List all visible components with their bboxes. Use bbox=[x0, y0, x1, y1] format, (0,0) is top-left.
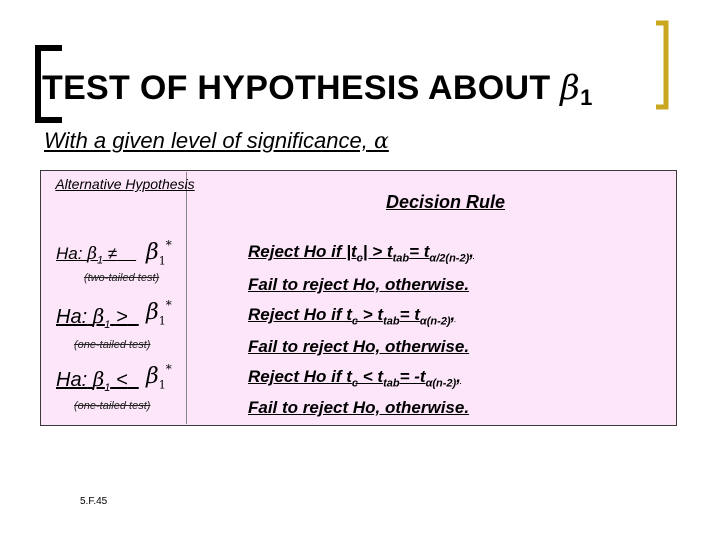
hypothesis-label: Ha: bbox=[56, 306, 88, 328]
beta-star-superscript: * bbox=[165, 298, 172, 312]
beta-star-1 bbox=[146, 238, 172, 267]
beta-star-subscript: 1 bbox=[158, 314, 166, 328]
hypothesis-label: Ha: bbox=[56, 369, 88, 391]
rule-text: , bbox=[469, 242, 474, 261]
rule-subscript: α(n-2) bbox=[425, 377, 457, 390]
beta-subscript: 1 bbox=[104, 319, 111, 331]
rule-subscript: c bbox=[351, 377, 359, 390]
rule-subscript: c bbox=[351, 315, 359, 328]
beta-symbol: β bbox=[92, 367, 105, 391]
beta-symbol: β bbox=[92, 304, 105, 328]
subtitle bbox=[44, 128, 389, 154]
decision-rule-fail-left-tailed: Fail to reject Ho, otherwise. bbox=[248, 398, 470, 417]
operator: > bbox=[115, 306, 128, 328]
tail-label-3: (one-tailed test) bbox=[74, 400, 151, 412]
operator: < bbox=[115, 369, 128, 391]
title-beta-subscript: 1 bbox=[580, 85, 593, 110]
decision-rule-fail-two-tailed: Fail to reject Ho, otherwise. bbox=[248, 275, 470, 294]
tail-label-1: (two-tailed test) bbox=[84, 272, 160, 284]
rule-text: = -t bbox=[399, 367, 426, 386]
rule-text: = t bbox=[409, 242, 430, 261]
beta-star-3 bbox=[146, 362, 172, 391]
decision-rule-reject-two-tailed bbox=[248, 242, 474, 264]
rule-text: < t bbox=[358, 367, 384, 386]
decision-rule-fail-right-tailed: Fail to reject Ho, otherwise. bbox=[248, 337, 470, 356]
rule-subscript: tab bbox=[383, 377, 400, 390]
hypothesis-label: Ha: bbox=[56, 244, 83, 263]
table-divider bbox=[186, 172, 187, 424]
beta-star-symbol: β bbox=[146, 364, 159, 389]
slide-footer: 5.F.45 bbox=[80, 496, 108, 507]
decision-rule-reject-right-tailed bbox=[248, 305, 455, 327]
rule-subscript: tab bbox=[392, 252, 410, 265]
title-beta-symbol: β bbox=[560, 68, 581, 108]
rule-subscript: c bbox=[356, 252, 363, 265]
hypothesis-two-tailed bbox=[56, 244, 136, 266]
rule-text: | > t bbox=[362, 242, 393, 261]
rule-text: = t bbox=[399, 305, 420, 324]
beta-star-2 bbox=[146, 298, 172, 327]
page-title bbox=[42, 68, 593, 111]
rule-text: , bbox=[456, 367, 461, 386]
beta-star-superscript: * bbox=[165, 238, 172, 252]
operator: ≠ bbox=[107, 244, 118, 263]
decision-rule-reject-left-tailed bbox=[248, 367, 461, 389]
rule-text: Reject Ho if t bbox=[248, 305, 352, 324]
rule-text: > t bbox=[358, 305, 384, 324]
subtitle-text: With a given level of significance, bbox=[44, 128, 368, 153]
rule-text: Reject Ho if t bbox=[248, 367, 352, 386]
rule-subscript: α/2(n-2) bbox=[429, 252, 470, 265]
beta-subscript: 1 bbox=[97, 254, 104, 267]
beta-star-symbol: β bbox=[146, 300, 159, 325]
beta-star-subscript: 1 bbox=[158, 378, 166, 392]
beta-star-symbol: β bbox=[146, 240, 159, 265]
header-decision-rule: Decision Rule bbox=[386, 192, 506, 212]
rule-text: , bbox=[450, 305, 456, 324]
tail-label-2: (one-tailed test) bbox=[74, 339, 151, 351]
alpha-symbol: α bbox=[373, 129, 389, 154]
beta-star-superscript: * bbox=[165, 362, 172, 376]
hypothesis-right-tailed bbox=[56, 304, 139, 331]
beta-subscript: 1 bbox=[104, 382, 111, 394]
rule-text: Reject Ho if |t bbox=[248, 242, 357, 261]
beta-symbol: β bbox=[87, 244, 98, 264]
rule-subscript: tab bbox=[383, 315, 400, 328]
right-bracket-icon bbox=[654, 20, 670, 110]
rule-subscript: α(n-2) bbox=[419, 315, 451, 328]
header-alternative-hypothesis: Alternative Hypothesis bbox=[55, 176, 195, 192]
beta-star-subscript: 1 bbox=[158, 254, 166, 268]
hypothesis-left-tailed bbox=[56, 367, 139, 394]
title-text: TEST OF HYPOTHESIS ABOUT bbox=[42, 69, 551, 107]
